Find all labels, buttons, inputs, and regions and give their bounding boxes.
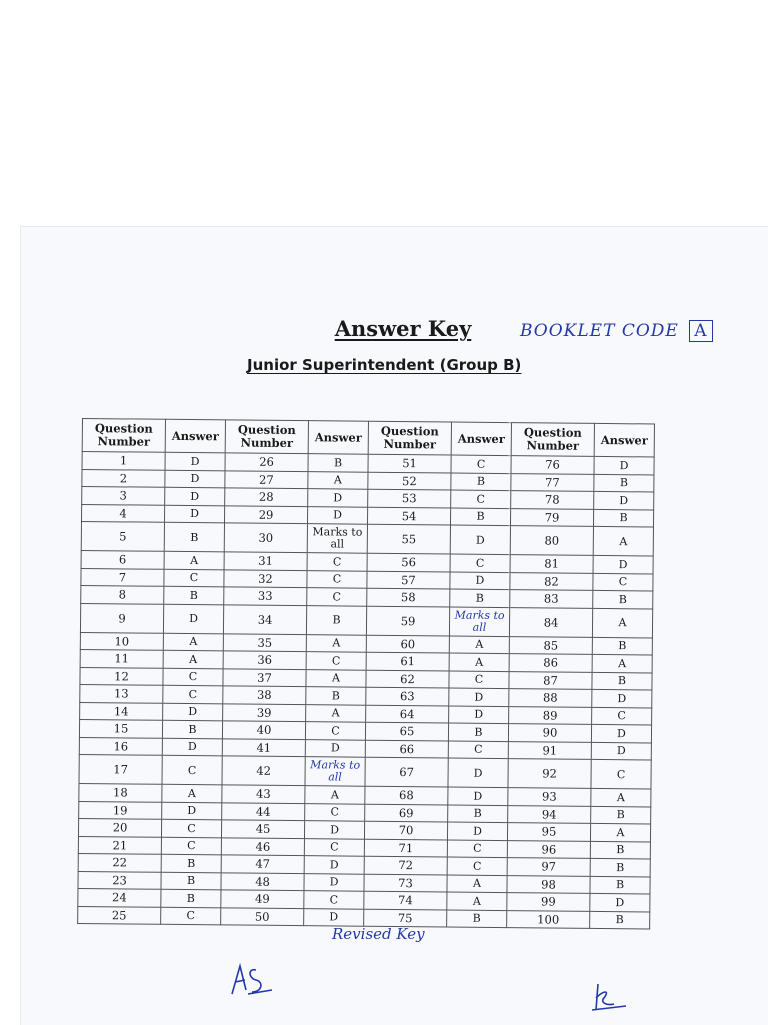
question-number-cell: 29 — [224, 505, 307, 523]
question-number-cell: 100 — [507, 910, 590, 928]
answer-cell: Marks to all — [449, 607, 509, 637]
question-number-cell: 50 — [221, 907, 304, 925]
answer-cell: B — [451, 473, 511, 491]
question-number-cell: 61 — [366, 652, 449, 670]
question-number-cell: 52 — [368, 472, 451, 490]
question-number-cell: 49 — [221, 890, 304, 908]
answer-cell: D — [304, 873, 364, 891]
answer-cell: D — [304, 908, 364, 926]
question-number-cell: 76 — [511, 456, 594, 474]
question-number-cell: 40 — [222, 721, 305, 739]
question-number-cell: 12 — [80, 667, 163, 685]
answer-cell: C — [451, 490, 511, 508]
question-number-cell: 98 — [507, 875, 590, 893]
question-number-cell: 20 — [78, 818, 161, 836]
question-number-cell: 70 — [364, 821, 447, 839]
question-number-cell: 84 — [509, 607, 592, 637]
answer-cell: D — [450, 525, 510, 555]
signature-right — [588, 980, 632, 1016]
answer-cell: A — [163, 650, 223, 668]
answer-cell: D — [162, 738, 222, 756]
answer-cell: B — [308, 454, 368, 472]
answer-cell: B — [164, 522, 224, 552]
answer-cell: C — [161, 837, 221, 855]
question-number-cell: 10 — [80, 632, 163, 650]
answer-cell: D — [165, 505, 225, 523]
answer-cell: B — [161, 889, 221, 907]
booklet-code-value: A — [689, 320, 712, 342]
answer-cell: C — [163, 685, 223, 703]
question-number-cell: 17 — [79, 754, 162, 784]
answer-cell: D — [591, 742, 651, 760]
answer-cell: B — [590, 841, 650, 859]
question-number-cell: 18 — [79, 783, 162, 801]
answer-cell: C — [306, 652, 366, 670]
answer-cell: A — [306, 634, 366, 652]
question-number-cell: 77 — [511, 473, 594, 491]
answer-cell: C — [161, 819, 221, 837]
answer-cell: C — [161, 907, 221, 925]
question-number-cell: 41 — [222, 738, 305, 756]
answer-cell: B — [448, 723, 508, 741]
question-number-cell: 42 — [222, 756, 305, 786]
answer-cell: C — [162, 755, 222, 785]
question-number-cell: 37 — [223, 668, 306, 686]
question-number-cell: 53 — [368, 489, 451, 507]
answer-cell: A — [306, 669, 366, 687]
answer-cell: C — [593, 573, 653, 591]
question-number-cell: 67 — [365, 757, 448, 787]
question-number-cell: 64 — [366, 705, 449, 723]
answer-cell: C — [450, 554, 510, 572]
question-number-cell: 94 — [508, 805, 591, 823]
answer-cell: D — [592, 689, 652, 707]
question-number-cell: 82 — [510, 572, 593, 590]
question-number-cell: 88 — [509, 689, 592, 707]
question-number-cell: 81 — [510, 555, 593, 573]
question-number-cell: 9 — [80, 603, 163, 633]
answer-cell: D — [448, 758, 508, 788]
answer-cell: A — [163, 633, 223, 651]
question-number-cell: 73 — [364, 874, 447, 892]
answer-cell: D — [163, 604, 223, 634]
header-answer: Answer — [165, 419, 225, 453]
question-number-cell: 27 — [225, 470, 308, 488]
question-number-cell: 79 — [510, 508, 593, 526]
question-number-cell: 15 — [79, 719, 162, 737]
answer-cell: B — [306, 605, 366, 635]
question-number-cell: 33 — [224, 587, 307, 605]
answer-cell: A — [162, 784, 222, 802]
question-number-cell: 19 — [79, 801, 162, 819]
question-number-cell: 91 — [508, 741, 591, 759]
question-number-cell: 25 — [78, 906, 161, 924]
header-question-number: Question Number — [511, 423, 594, 457]
question-number-cell: 86 — [509, 654, 592, 672]
answer-cell: B — [591, 806, 651, 824]
question-number-cell: 3 — [82, 487, 165, 505]
question-number-cell: 46 — [221, 837, 304, 855]
question-number-cell: 13 — [80, 684, 163, 702]
answer-cell: A — [590, 823, 650, 841]
answer-cell: B — [590, 858, 650, 876]
question-number-cell: 63 — [366, 687, 449, 705]
question-number-cell: 6 — [81, 550, 164, 568]
answer-cell: A — [592, 654, 652, 672]
question-number-cell: 36 — [223, 651, 306, 669]
question-number-cell: 43 — [222, 785, 305, 803]
answer-cell: C — [304, 891, 364, 909]
question-number-cell: 48 — [221, 872, 304, 890]
question-number-cell: 68 — [365, 786, 448, 804]
answer-cell: B — [590, 911, 650, 929]
answer-cell: Marks to all — [307, 524, 367, 554]
question-number-cell: 24 — [78, 888, 161, 906]
answer-cell: D — [450, 572, 510, 590]
question-number-cell: 97 — [507, 858, 590, 876]
question-number-cell: 14 — [80, 702, 163, 720]
answer-cell: B — [162, 720, 222, 738]
question-number-cell: 78 — [511, 491, 594, 509]
question-number-cell: 56 — [367, 553, 450, 571]
question-number-cell: 66 — [365, 740, 448, 758]
question-number-cell: 92 — [508, 759, 591, 789]
question-number-cell: 69 — [365, 804, 448, 822]
answer-cell: B — [450, 589, 510, 607]
answer-cell: D — [305, 739, 365, 757]
answer-cell: C — [164, 569, 224, 587]
question-number-cell: 72 — [364, 856, 447, 874]
question-number-cell: 5 — [81, 522, 164, 552]
question-number-cell: 1 — [82, 452, 165, 470]
question-number-cell: 45 — [221, 820, 304, 838]
answer-cell: C — [591, 759, 651, 789]
question-number-cell: 39 — [223, 703, 306, 721]
answer-cell: B — [161, 854, 221, 872]
question-number-cell: 31 — [224, 552, 307, 570]
answer-cell: D — [449, 706, 509, 724]
answer-cell: B — [164, 586, 224, 604]
answer-cell: D — [163, 703, 223, 721]
question-number-cell: 47 — [221, 855, 304, 873]
question-number-cell: 30 — [224, 523, 307, 553]
answer-cell: D — [591, 724, 651, 742]
answer-cell: D — [594, 491, 654, 509]
answer-cell: A — [591, 788, 651, 806]
question-number-cell: 51 — [368, 454, 451, 472]
answer-cell: D — [593, 555, 653, 573]
question-number-cell: 38 — [223, 686, 306, 704]
header-answer: Answer — [451, 422, 511, 456]
header-answer: Answer — [308, 421, 368, 455]
header-question-number: Question Number — [82, 419, 165, 453]
answer-cell: C — [304, 838, 364, 856]
answer-cell: B — [593, 509, 653, 527]
question-number-cell: 60 — [366, 635, 449, 653]
table-header — [82, 419, 654, 457]
question-number-cell: 90 — [508, 724, 591, 742]
answer-cell: C — [163, 668, 223, 686]
answer-cell: A — [449, 653, 509, 671]
question-number-cell: 80 — [510, 526, 593, 556]
question-number-cell: 75 — [364, 909, 447, 927]
question-number-cell: 74 — [364, 891, 447, 909]
answer-cell: A — [164, 551, 224, 569]
question-number-cell: 4 — [82, 504, 165, 522]
answer-cell: C — [307, 553, 367, 571]
answer-cell: A — [306, 704, 366, 722]
answer-cell: C — [305, 803, 365, 821]
answer-cell: C — [448, 741, 508, 759]
question-number-cell: 8 — [81, 585, 164, 603]
answer-cell: C — [451, 455, 511, 473]
answer-cell: B — [592, 672, 652, 690]
question-number-cell: 96 — [507, 840, 590, 858]
answer-cell: B — [593, 590, 653, 608]
answer-cell: B — [450, 508, 510, 526]
answer-cell: B — [590, 876, 650, 894]
answer-cell: A — [305, 786, 365, 804]
question-number-cell: 23 — [78, 871, 161, 889]
answer-cell: D — [594, 456, 654, 474]
page-title: Answer Key — [334, 316, 472, 341]
header-question-number: Question Number — [368, 421, 451, 455]
answer-cell: B — [161, 872, 221, 890]
booklet-code-annotation — [520, 320, 713, 342]
question-number-cell: 16 — [79, 737, 162, 755]
booklet-code-label: BOOKLET CODE — [520, 321, 679, 341]
question-number-cell: 2 — [82, 469, 165, 487]
question-number-cell: 89 — [509, 706, 592, 724]
answer-cell: B — [448, 805, 508, 823]
question-number-cell: 87 — [509, 671, 592, 689]
answer-cell: B — [306, 687, 366, 705]
answer-cell: D — [165, 470, 225, 488]
answer-cell: D — [447, 822, 507, 840]
answer-cell: A — [447, 892, 507, 910]
question-number-cell: 85 — [509, 636, 592, 654]
answer-cell: D — [304, 821, 364, 839]
answer-cell: C — [307, 570, 367, 588]
table-body — [78, 452, 655, 929]
page-subtitle: Junior Superintendent (Group B) — [247, 356, 522, 374]
answer-cell: A — [449, 636, 509, 654]
answer-cell: B — [594, 474, 654, 492]
answer-cell: C — [305, 722, 365, 740]
question-number-cell: 62 — [366, 670, 449, 688]
header-answer: Answer — [594, 423, 654, 457]
header-row — [82, 419, 654, 457]
answer-cell: A — [593, 526, 653, 556]
header-question-number: Question Number — [225, 420, 308, 454]
question-number-cell: 58 — [367, 588, 450, 606]
answer-cell: C — [447, 857, 507, 875]
answer-cell: D — [162, 802, 222, 820]
question-number-cell: 11 — [80, 649, 163, 667]
signature-left — [226, 960, 276, 1000]
question-number-cell: 59 — [366, 606, 449, 636]
question-number-cell: 55 — [367, 524, 450, 554]
answer-cell: C — [449, 671, 509, 689]
question-number-cell: 44 — [222, 802, 305, 820]
answer-cell: D — [449, 688, 509, 706]
answer-cell: Marks to all — [305, 757, 365, 787]
question-number-cell: 26 — [225, 453, 308, 471]
answer-cell: C — [447, 840, 507, 858]
answer-cell: D — [165, 452, 225, 470]
answer-cell: B — [592, 637, 652, 655]
question-number-cell: 22 — [78, 853, 161, 871]
question-number-cell: 7 — [81, 568, 164, 586]
question-number-cell: 71 — [364, 839, 447, 857]
answer-cell: A — [308, 471, 368, 489]
revised-key-note: Revised Key — [332, 925, 425, 943]
question-number-cell: 54 — [367, 507, 450, 525]
question-number-cell: 95 — [507, 823, 590, 841]
answer-cell: C — [592, 707, 652, 725]
answer-cell: B — [447, 910, 507, 928]
answer-cell: D — [307, 506, 367, 524]
answer-cell: A — [447, 875, 507, 893]
answer-cell: C — [307, 588, 367, 606]
answer-cell: D — [590, 893, 650, 911]
question-number-cell: 28 — [225, 488, 308, 506]
question-number-cell: 93 — [508, 788, 591, 806]
question-number-cell: 83 — [510, 590, 593, 608]
answer-cell: D — [165, 487, 225, 505]
question-number-cell: 34 — [223, 604, 306, 634]
question-number-cell: 99 — [507, 893, 590, 911]
answer-cell: A — [592, 608, 652, 638]
question-number-cell: 21 — [78, 836, 161, 854]
question-number-cell: 35 — [223, 633, 306, 651]
answer-key-table — [77, 418, 655, 929]
answer-cell: D — [308, 489, 368, 507]
question-number-cell: 65 — [365, 722, 448, 740]
answer-cell: D — [304, 856, 364, 874]
answer-cell: D — [448, 787, 508, 805]
question-number-cell: 57 — [367, 571, 450, 589]
question-number-cell: 32 — [224, 569, 307, 587]
